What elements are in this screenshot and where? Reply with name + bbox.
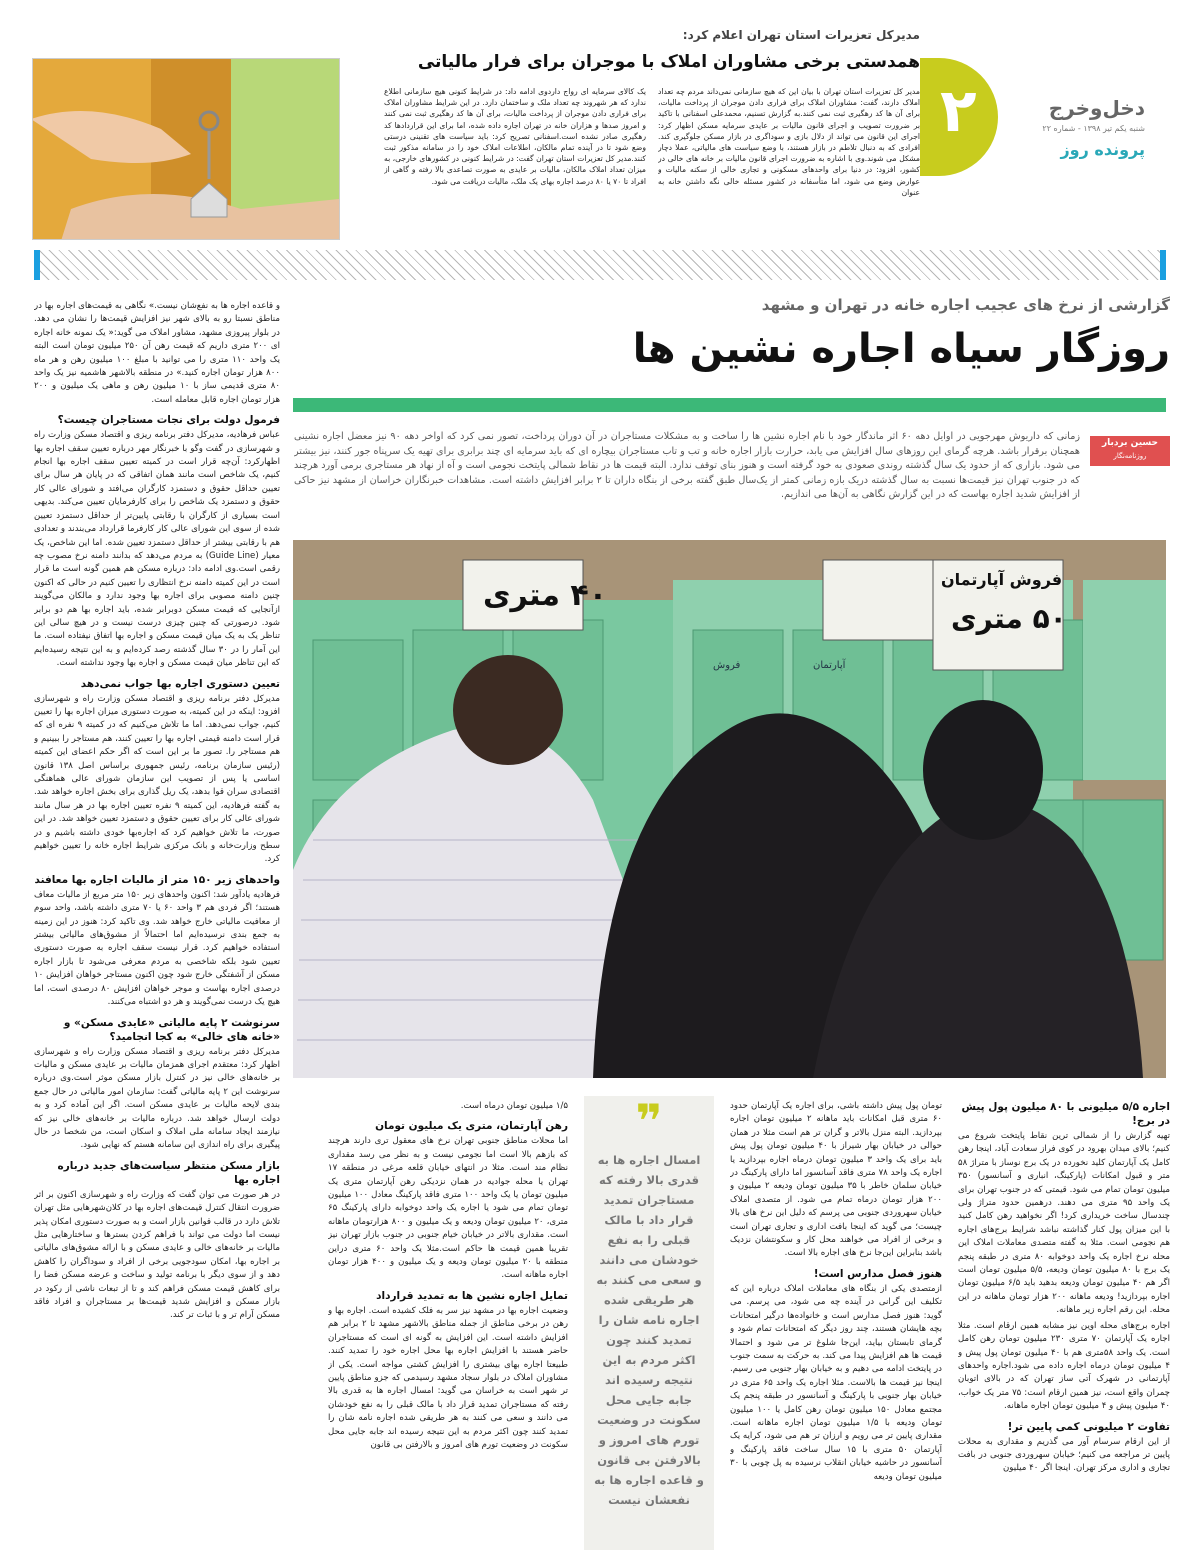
author-name: حسین بردبار [1101,438,1159,448]
top-story [30,28,920,228]
c4-p0: ۱/۵ میلیون تومان درماه است. [460,1101,568,1111]
c1-title: اجاره ۵/۵ میلیونی با ۸۰ میلیون پول پیش در برج! [961,1101,1170,1127]
photo-sign-center: ۴۰ متری [483,578,608,613]
section-number: ۲ [940,76,977,146]
c1-p2: اجاره برج‌های محله اوین نیز مشابه همین ارقام است. مثلا اجاره یک آپارتمان ۷۰ متری ۲۳۰ میلیون تومان رهن کامل است. یک واحد ۵۸متری هم با ۴۰ میلیون تومان پول پیش و ۴ میلیون تومان درماه اجاره داده می شود.اجاره واحدهای آپارتمانی در شهرک آتی ساز تهران که در بالای اتوبان چمران واقع است، نیز همین ارقام است: ۷۵ متر یک خواب، ۴۰ میلیون پیش و ۴ میلیون تومان اجاره ماهانه. [958,1320,1170,1412]
bottom-col-1 [958,1100,1170,1550]
section-divider [34,250,1166,280]
pull-quote [584,1096,714,1550]
photo-sign-top-right: فروش آپارتمان [941,570,1063,589]
c4-subhead-1: رهن آپارتمان، متری یک میلیون تومان [375,1120,568,1133]
c4-subhead-2: تمایل اجاره نشین ها به تمدید قرارداد [376,1289,568,1302]
headline-rule [293,398,1166,412]
section-title: پرونده روز [1060,140,1145,159]
left-p3: فرهادیه یادآور شد: اکنون واحدهای زیر ۱۵۰ متر مربع از مالیات معاف هستند؛ اگر فردی هم ۳ واحد ۶۰ یا ۷۰ متری داشته باشد، واحد سوم از معافیت مالیاتی خارج خواهد شد. وی تاکید کرد: هنوز در این زمینه به جمع بندی نرسیده‌ایم اما احتمالاً از مشوق‌های مالیاتی بیشتر استفاده خواهیم کرد. قرار نیست سقف اجاره به صورت دستوری تعیین شود بلکه شاخصی به مردم معرفی می‌شود تا بازار اجاره مسکن از آشفتگی خارج شود چون اکنون مستاجر خواهان افزایش ۱۰ درصدی اجاره بهاست و موجر خواهان افزایش ۸۰ درصدی است، اما هیچ یک درست نمی‌گویند و هر دو اشتباه می‌کنند. [34,889,280,1008]
photo-sign-green-2: فروش [713,660,741,671]
author-box [1090,436,1170,466]
left-subhead-4: سرنوشت ۲ پایه مالیاتی «عایدی مسکن» و «خانه های خالی» به کجا انجامید؟ [63,1016,280,1043]
photo-sign-top-right-size: ۵۰ متری [951,602,1067,635]
c4-p2: وضعیت اجاره بها در مشهد نیز سر به فلک کشیده است. اجاره بها و رهن در برخی مناطق از جمله مناطق بالاشهر مشهد تا ۲ برابر هم افزایش داشته است. این افزایش به گونه ای است که مستاجران حاضر هستند با افزایش اجاره بها محل اجاره خود را تمدید کنند. طبیعتا اجاره بهای بیشتری را افزایش کشتی مواجه است. یکی از مشاوران املاک در بلوار سجاد مشهد رسیدمی که جزو مناطق پایین تر شهر است به خراسان می گوید: امسال اجاره ها به قدری بالا رفته که مستاجران تمدید قرار داد با مالک قبلی را به نفع خودشان می دانند و سعی می کنند به هر طریقی شده اجاره نامه شان را تمدید کنند چون اکثر مردم به این نتیجه رسیده اند جابه جایی محل سکونت در وضعیت تورم های امروز و بالارفتن بی قانون [328,1305,568,1450]
c2-p2: ازمتصدی یکی از بنگاه های معاملات املاک درباره این که تکلیف این گرانی در آینده چه می شود، می پرسم. می گوید: هنوز فصل مدارس است و خانواده‌ها درگیر امتحانات بچه هایشان هستند، چند روز دیگر که امتحانات تمام شود و گرمای تابستان بیاید، این‌جا شلوغ تر می شود و احتمالا قیمت ها هم افزایش پیدا می کند. به حرکت به سمت جنوب در پایتخت ادامه می دهیم و به خیابان بهار جنوبی می رسیم. اینجا نیز قیمت ها بالاست. مثلا اجاره یک واحد ۶۵ متری در خیابان بهار جنوبی با پارکینگ و آسانسور در طبقه پنجم یک مجتمع معادل ۱۵۰ میلیون تومان رهن کامل یا ۱۰۰ میلیون تومان ودیعه با ۱/۵ میلیون تومان اجاره ماهانه است. مقداری پایین تر می رویم و ارزان تر هم می شود، کرایه یک آپارتمان ۵۰ متری با ۱۵ سال ساخت فاقد پارکینگ و آسانسور در حاشیه خیابان انقلاب نرسیده به پل چوبی با ۳۰ میلیون تومان ودیعه [730,1283,942,1482]
c2-p1: تومان پول پیش داشته باشی، برای اجاره یک آپارتمان حدود ۶۰ متری قبل امکانات باید ماهانه ۲ میلیون تومان اجاره بپردازید. البته منزل بالاتر و گران تر هم است مثلا در همان حوالی در خیابان بهار شیراز با ۴۰ میلیون تومان پول پیش باید برای یک واحد ۳ میلیون تومان درماه اجاره بپردازید یا اجاره یک واحد ۷۸ متری فاقد آسانسور اما دارای پارکینگ در خیابان سلمان خاطر با ۳۵ میلیون تومان ودیعه ۲ میلیون و ۲۰۰ هزار تومان درماه تمام می شود. از متصدی املاک خیابان سهروردی جنوبی می پرسم که دلیل این نرخ های بالا چیست؛ می گوید که اینجا بافت اداری و تجاری تهران است و برخی از افراد می خواهند محل کار و سکونتشان نزدیک باشد بنابراین این‌جا نرخ های اجاره بالا است. [730,1101,942,1259]
top-kicker: مدیرکل تعزیرات استان تهران اعلام کرد: [682,28,920,42]
c1-p1: تهیه گزارش را از شمالی ترین نقاط پایتخت شروع می کنیم؛ بالای میدان بهرود در کوی فراز سعادت آباد، اینجا رهن کامل یک آپارتمان کلید نخورده در یک برج نوساز با متراژ ۵۸ متر و قبول امکانات (پارکینگ، انباری و آسانسور) ۳۵۰ میلیون تومان تمام می شود. قیمتی که در جنوب تهران برای یک واحد ۹۵ متری می دهند. درهمین حدود متراژ ولی چندسال ساخت خریداری کرد! اگر نخواهید رهن کامل کنید با این میزان پول کنار گذاشته نباشد شرایط برج‌های اجاره هم نجومی است. مثلا به گفته متصدی معاملات املاک این محله نرخ اجاره یک واحد دوخوابه ۸۰ متری در طبقه پنجم یک برج با ۸۰ میلیون تومان ودیعه، ۵/۵ میلیون تومان است اگر هم ۴۰ میلیون تومان ودیعه بدهید باید ۶/۵ میلیون تومان اجاره بپردازید! ودیعه ماهانه ۲۰۰ هزار تومان ماهانه در این محله. این رقم اجاره زیر ماهانه. [958,1131,1170,1316]
left-p2: مدیرکل دفتر برنامه ریزی و اقتصاد مسکن وزارت راه و شهرسازی افزود: اینکه در این کمیته، به صورت دستوری میزان اجاره بها را تعیین کنیم، جواب نمی‌دهد. اما ما تلاش می‌کنیم که در کمیته ۹ نفره ای که قرار است دامنه قیمتی اجاره بها را تعیین کنند، هم مستاجر را ببینیم و هم مستاجر را. تصور ما بر این است که اگر حکم اعضای این کمیته (رئیس سازمان برنامه، رئیس جمهوری براساس اصل ۱۳۸ قانون اساسی یا پس از تصویب این سازمان شورای عالی هماهنگی اقتصادی سران قوا بدهد، یک ریل گذاری برای بخش اجاره خواهد شد. به گفته فرهادیه، این کمیته ۹ نفره تعیین اجاره بها در هر سال مانند شورای عالی کار برای تعیین حقوق و دستمزد تعیین خواهد شد. در این صورت، ما تلاش خواهیم کرد که اجاره‌بها خودی داشته باشیم و در سطح وزارت‌خانه و بانک مرکزی شرایط اجاره خانه را تعیین خواهیم کرد. [34,693,280,865]
key-handover-image [32,58,340,240]
main-headline: روزگار سیاه اجاره نشین ها [632,326,1170,372]
top-col-right: مدیر کل تعزیرات استان تهران با بیان این که هیچ سازمانی نمی‌داند مردم چه تعداد املاک دارند، گفت: مشاوران املاک برای فراری دادن موجران از پرداخت مالیات، برای آن ها کد رهگیری ثبت نمی کنند.به گزارش تسنیم، محمدعلی اسفنانی با تاکید بر ضرورت تصویب و اجرای قانون مالیات بر عایدی سرمایه مسکن اظهار کرد: اجرای این قانون می تواند از دلال بازی و سوداگری در بازار مسکن جلوگیری کند. افرادی که به دنبال تلاطم در بازار هستند، با وضع سیاست های مالیاتی، عملا دچار مشکل می شوند.وی با اشاره به ضرورت اجرای قانون مالیات بر خانه های خالی در کشور، افزود: در دنیا برای واحدهای مسکونی و تجاری خالی از سکنه مالیات و عوارض وضع می شود، اما متأسفانه در کشور مسئله خالی نگه داشتن خانه به عنوان [658,87,920,197]
left-p5: در هر صورت می توان گفت که وزارت راه و شهرسازی اکنون بر اثر ضرورت انتقال کنترل قیمت‌های اجاره بها در کلان‌شهرهایی مثل تهران تلاش دارد در قالب قوانین بازار است و به صورت دستوری امکان پذیر نیست اما دولت می تواند با فراهم کردن بسترها و ساختارهایی مثل مالیات بر خانه‌های خالی و عایدی مسکن و با ارائه مشوق‌های مالیاتی بر اجاره بها، امکان سودجویی برخی از افراد و سوداگران را کاهش دهد و از سوی دیگر با برنامه تولید و ساخت و عرضه مسکن فضا را برای کاهش قیمت مسکن فراهم کند و تا از تبعات ناشی از رکود در بازار مسکن و افزایش شدید قیمت‌ها بر مستاجران و افراد فاقد مسکن آرام تر و با ثبات تر کند. [34,1189,280,1321]
left-subhead-2: تعیین دستوری اجاره بها جواب نمی‌دهد [80,677,280,690]
top-headline: همدستی برخی مشاوران املاک با موجران برای فرار مالیاتی [417,52,920,72]
bottom-col-4 [328,1100,568,1550]
bottom-col-2 [730,1100,942,1550]
c1-subhead: تفاوت ۲ میلیونی کمی پایین تر! [1007,1420,1170,1433]
section-number-badge [920,58,998,176]
rental-listings-photo [293,540,1166,1078]
c4-p1: اما محلات مناطق جنوبی تهران نرخ های معقول تری دارند هرچند که بازهم بالا است اما نجومی نیست و به نظر می رسد مقداری نظام مند است. مثلا در انتهای خیابان قلعه مرغی در منطقه ۱۷ تهران یا محله جوادیه در همان نزدیکی رهن آپارتمان متری یک میلیون تومان یا یک واحد ۱۰۰ متری فاقد پارکینگ معادل ۱۰۰ میلیون تومان تمام می شود یا اجاره یک واحد دوخوابه دارای پارکینگ ۶۵ متری، ۲۰ میلیون تومان ودیعه و یک میلیون و ۸۰۰ هزارتومان ماهانه است. مقداری بالاتر در خیابان خیام جنوبی در جنوب بازار تهران نیز تقریبا همین قیمت ها حاکم است.مثلا یک واحد ۶۰ متری دراین منطقه با ۲۰ میلیون تومان ودیعه و یک میلیون و ۴۰۰ هزار تومان اجاره ماهانه است. [328,1136,568,1281]
left-column [34,300,280,1550]
left-subhead-5: بازار مسکن منتظر سیاست‌های جدید درباره اجاره بها [57,1159,280,1186]
left-p1: عباس فرهادیه، مدیرکل دفتر برنامه ریزی و اقتصاد مسکن وزارت راه و شهرسازی در گفت وگو با خبرنگار مهر درباره تعیین سقف اجاره بها اظهارکرد: آن‌چه قرار است در کمیته تعیین سقف اجاره بها انجام کنیم، یک شاخص است مانند همان اتفاقی که در پایان هر سال برای تعیین حداقل حقوق و دستمزد کارگران می‌افتد و شورای عالی کار حقوق و دستمزد یک شاخص را برای کارفرمایان تعیین می‌کند. بدیهی است بسیاری از کارگران با رقابتی پایین‌تر از حداقل دستمزد تعیین شده از سوی این شورای عالی کار کارفرما قرارداد می‌بندند و تعدادی هم با رقابتی بیشتر از حداقل دستمزد تعیین شده. اما این شاخص، یک معیار (Guide Line) به مردم می‌دهد که بدانند دامنه نرخ مصوب چه رقمی است.وی ادامه داد: درباره مسکن هم همین گونه است ما قرار است در این کمیته دامنه نرخ انتظاری را تعیین کنیم در حالی که اکنون چنین دامنه مصوبی برای اجاره بها وجود ندارد و مالکان می‌گویند ازآنجایی که قیمت مسکن دوبرابر شده، باید اجاره بها هم دو برابر شود. درصورتی که چنین چیزی درست نیست و در هیچ سالی این تناظر یک به یک میان قیمت مسکن و اجاره بها اتفاق نیفتاده است. ما این آمار را در ۳۰ سال گذشته رصد کرده‌ایم و به این نتیجه رسیده‌ایم که این تناظر میان قیمت مسکن و اجاره بها وجود نداشته است. [34,430,280,669]
top-col-left: یک کالای سرمایه ای رواج داردوی ادامه داد: در شرایط کنونی هیچ سازمانی اطلاع ندارد که هر شهروند چه تعداد ملک و ساختمان دارد. در این شرایط مشاوران املاک برای فراری دادن موجران از پرداخت مالیات، برای آن ها کد رهگیری ثبت نمی کنند و امروز صدها و هزاران خانه در تهران اجاره داده شده، اما برای این قراردادها کد رهگیری صادر نشده است.اسفنانی تصریح کرد: باید سیاست های تقنینی درستی وضع شود تا در آینده تمام مالکان، اطلاعات املاک خود را در سامانه مذکور ثبت کنند.مدیر کل تعزیرات استان تهران گفت: در شرایط کنونی در کشورهای خارجی، به میزان تعداد املاک مالکان، مالیات بر عایدی به صورت تصاعدی بالا رفته و گاهی از افراد تا ۷۰ یا ۸۰ درصد اجاره بهای یک ملک، مالیات دریافت می شود. [384,87,646,186]
author-role: روزنامه‌نگار [1113,452,1147,460]
c2-subhead: هنوز فصل مدارس است! [813,1267,942,1280]
left-subhead-3: واحدهای زیر ۱۵۰ متر از مالیات اجاره بها معافند [34,873,280,886]
left-subhead-1: فرمول دولت برای نجات مستاجران چیست؟ [57,414,280,427]
left-p4: مدیرکل دفتر برنامه ریزی و اقتصاد مسکن وزارت راه و شهرسازی اظهار کرد: معتقدم اجرای همزمان مالیات بر عایدی مسکن و مالیات بر خانه‌های خالی نیز در کنترل بازار مسکن موثر است.وی درباره سرنوشت این ۲ پایه مالیاتی گفت: سازمان امور مالیاتی در حال جمع بندی لایحه مالیات بر عایدی مسکن است. اگر این آماده کرد و به دولت ارسال خواهد شد. درباره مالیات بر خانه‌های خالی نیز که نیازمند ایجاد سامانه ملی املاک و اسکان است، من شخصا در حال پیگیری برای راه اندازی این سامانه هستم که نهایی شود. [34,1046,280,1151]
photo-sign-green: آپارتمان [813,660,846,671]
c1-p3: از این ارقام سرسام آور می گذریم و مقداری به محلات پایین تر مراجعه می کنیم؛ خیابان سهروردی جنوبی در بافت تجاری و اداری مرکز تهران. اینجا اگر ۴۰ میلیون [958,1436,1170,1474]
left-intro: و قاعده اجاره ها به نفع‌شان نیست.» نگاهی به قیمت‌های اجاره بها در مناطق نسبتا رو به بالای شهر نیز افزایش قیمت‌ها را نشان می دهد. در بلوار پیروزی مشهد، مشاور املاک می گوید:« یک نمونه خانه اجاره ای ۲۰۰ متری داریم که قیمت رهن آن ۲۵۰ میلیون تومان است البته یک واحد ۱۱۰ متری را می توانید با مبلغ ۱۰۰ میلیون رهن و هر ماه ۸۰۰ هزار تومان اجاره کنید.» در منطقه بالاشهر هاشمیه نیز یک واحد ۸۰ متری قدیمی ساز با ۱۰ میلیون رهن و ماهی یک میلیون و ۲۰۰ هزار تومان اجاره قابل معامله است. [34,301,280,405]
lead-paragraph: زمانی که داریوش مهرجویی در اوایل دهه ۶۰ اثر ماندگار خود با نام اجاره نشین ها را ساخت و به مشکلات مستاجران در آن دوران پرداخت، تصور نمی کرد که اواخر دهه ۹۰ نیز معضل اجاره نشینی همچنان برقرار باشد. هرچه گرمای این روزهای سال افزایش می یابد، حرارت بازار اجاره خانه و تب و تاب مستاجران بیچاره ای که باید سرمایه ای چند برابری برای تهیه یک سرپناه جور کنند، نیز بیشتر می شود. بازاری که از حدود یک سال گذشته روندی صعودی به خود گرفته است و هنوز بنای توقف ندارد. البته قیمت ها در نقاط شمالی پایتخت نجومی است و آه از نهاد هر مستاجری برمی آورد هرچند که در جنوب تهران نیز قیمت‌ها نسبت به سال گذشته دریک بازه زمانی کمتر از یک‌سال طبق گفته برخی از بنگاه داران تا ۲ برابر افزایش داشته است. مشاهدات خبرنگاران خراسان از مشهد نیز حاکی از افزایش شدید اجاره بهاست که در این گزارش نگاهی به آن‌ها می اندازیم. [294,431,1080,501]
section-logo: دخل‌وخرج [1048,96,1145,120]
quote-text: امسال اجاره ها به قدری بالا رفته که مستاجران تمدید قرار داد با مالک قبلی را به نفع خودشان می دانند و سعی می کنند به هر طریقی شده اجاره نامه شان را تمدید کنند چون اکثر مردم به این نتیجه رسیده اند جابه جایی محل سکونت در وضعیت تورم های امروز و بالارفتن بی قانون و قاعده اجاره ها به نفعشان نیست [594,1153,704,1507]
section-date: شنبه یکم تیر ۱۳۹۸ - شماره ۲۲ [1042,124,1145,133]
quote-mark-icon: ❞ [635,1094,663,1148]
main-kicker: گزارشی از نرخ های عجیب اجاره خانه در تهران و مشهد [761,296,1170,314]
